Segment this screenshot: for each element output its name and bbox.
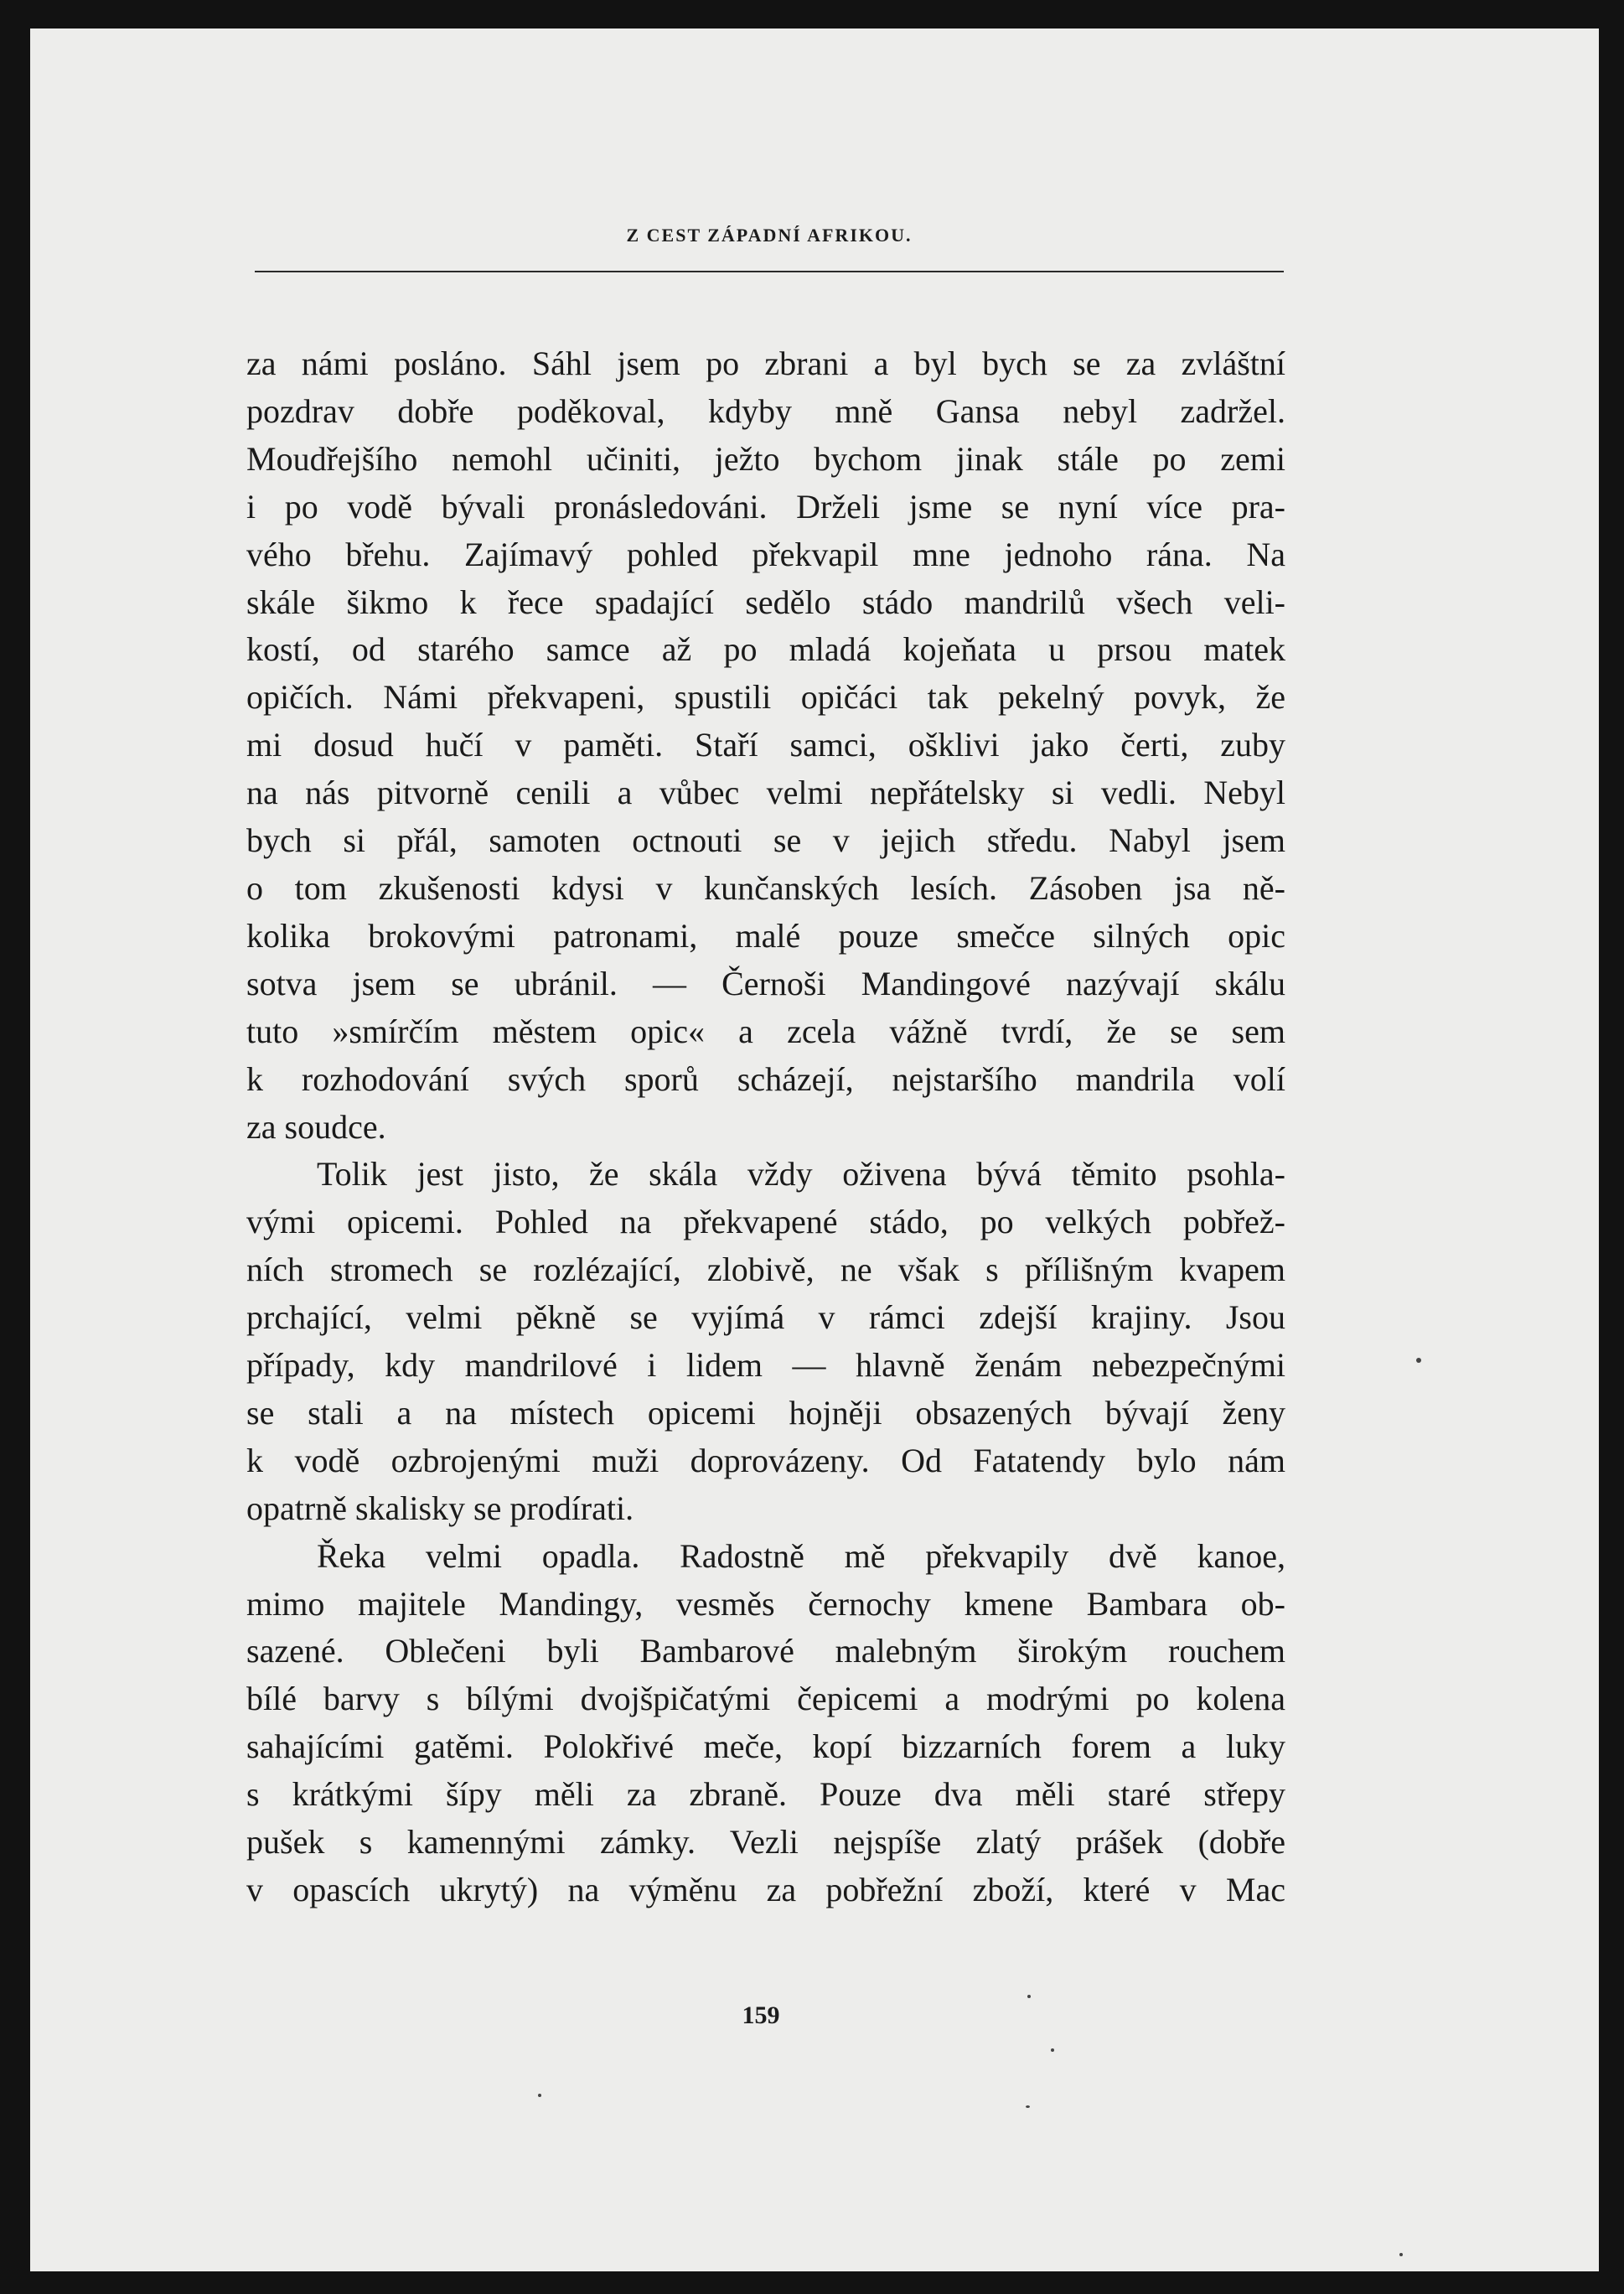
text-line: Řeka velmi opadla. Radostně mě překvapily dvě kanoe, <box>317 1536 1285 1575</box>
text-line: ních stromech se rozlézající, zlobivě, ne však s přílišným kvapem <box>246 1251 1285 1289</box>
text-line: mi dosud hučí v paměti. Staří samci, ošklivi jako čerti, zuby <box>246 726 1285 764</box>
running-head: Z CEST ZÁPADNÍ AFRIKOU. <box>626 225 913 246</box>
text-line: se stali a na místech opicemi hojněji obsazených bývají ženy <box>246 1393 1285 1432</box>
header-rule <box>255 271 1284 272</box>
text-line: případy, kdy mandrilové i lidem — hlavně ženám nebezpečnými <box>246 1346 1285 1385</box>
text-line: pozdrav dobře poděkoval, kdyby mně Gansa nebyl zadržel. <box>246 391 1285 430</box>
text-line: vého břehu. Zajímavý pohled překvapil mne jednoho rána. Na <box>246 535 1285 573</box>
scan-speck <box>1416 1358 1421 1363</box>
paragraph <box>246 340 1285 1151</box>
text-line: skále šikmo k řece spadající sedělo stádo mandrilů všech veli- <box>246 583 1285 621</box>
text-line: bych si přál, samoten octnouti se v jejich středu. Nabyl jsem <box>246 821 1285 860</box>
text-line: opičích. Námi překvapeni, spustili opičáci tak pekelný povyk, že <box>246 678 1285 717</box>
text-line: na nás pitvorně cenili a vůbec velmi nepřátelsky si vedli. Nebyl <box>246 774 1285 812</box>
text-line: Moudřejšího nemohl učiniti, ježto bychom jinak stále po zemi <box>246 439 1285 478</box>
text-line: vými opicemi. Pohled na překvapené stádo, po velkých pobřež- <box>246 1203 1285 1241</box>
text-line: bílé barvy s bílými dvojšpičatými čepicemi a modrými po kolena <box>246 1680 1285 1718</box>
text-line: k rozhodování svých sporů scházejí, nejstaršího mandrila volí <box>246 1059 1285 1098</box>
scan-speck <box>1051 2048 1054 2052</box>
scan-speck <box>1027 1995 1031 1998</box>
scan-speck <box>1399 2253 1403 2256</box>
text-line: mimo majitele Mandingy, vesměs černochy kmene Bambara ob- <box>246 1584 1285 1623</box>
text-line: sazené. Oblečeni byli Bambarové malebným širokým rouchem <box>246 1632 1285 1670</box>
text-line: o tom zkušenosti kdysi v kunčanských lesích. Zásoben jsa ně- <box>246 868 1285 907</box>
scan-speck <box>1026 2105 1030 2108</box>
text-line: sotva jsem se ubránil. — Černoši Mandingové nazývají skálu <box>246 964 1285 1002</box>
page-number: 159 <box>742 2001 780 2029</box>
scan-speck <box>538 2094 541 2097</box>
text-line: s krátkými šípy měli za zbraně. Pouze dva měli staré střepy <box>246 1775 1285 1814</box>
text-line: pušek s kamennými zámky. Vezli nejspíše zlatý prášek (dobře <box>246 1823 1285 1862</box>
text-line: prchající, velmi pěkně se vyjímá v rámci zdejší krajiny. Jsou <box>246 1298 1285 1337</box>
text-line: opatrně skalisky se prodírati. <box>246 1489 634 1527</box>
text-line: v opascích ukrytý) na výměnu za pobřežní zboží, které v Mac <box>246 1871 1285 1908</box>
body-text <box>246 340 1285 1914</box>
text-line: za soudce. <box>246 1107 386 1146</box>
text-line: kolika brokovými patronami, malé pouze smečce silných opic <box>246 916 1285 955</box>
text-line: Tolik jest jisto, že skála vždy oživena bývá těmito psohla- <box>317 1155 1285 1194</box>
text-line: k vodě ozbrojenými muži doprovázeny. Od Fatatendy bylo nám <box>246 1441 1285 1479</box>
text-line: za námi posláno. Sáhl jsem po zbrani a byl bych se za zvláštní <box>246 344 1285 382</box>
paragraph <box>246 1151 1285 1532</box>
text-line: kostí, od starého samce až po mladá kojeňata u prsou matek <box>246 630 1285 669</box>
text-line: sahajícími gatěmi. Polokřivé meče, kopí bizzarních forem a luky <box>246 1727 1285 1766</box>
paragraph <box>246 1533 1285 1914</box>
text-line: tuto »smírčím městem opic« a zcela vážně tvrdí, že se sem <box>246 1012 1285 1050</box>
text-line: i po vodě bývali pronásledováni. Drželi jsme se nyní více pra- <box>246 487 1285 526</box>
